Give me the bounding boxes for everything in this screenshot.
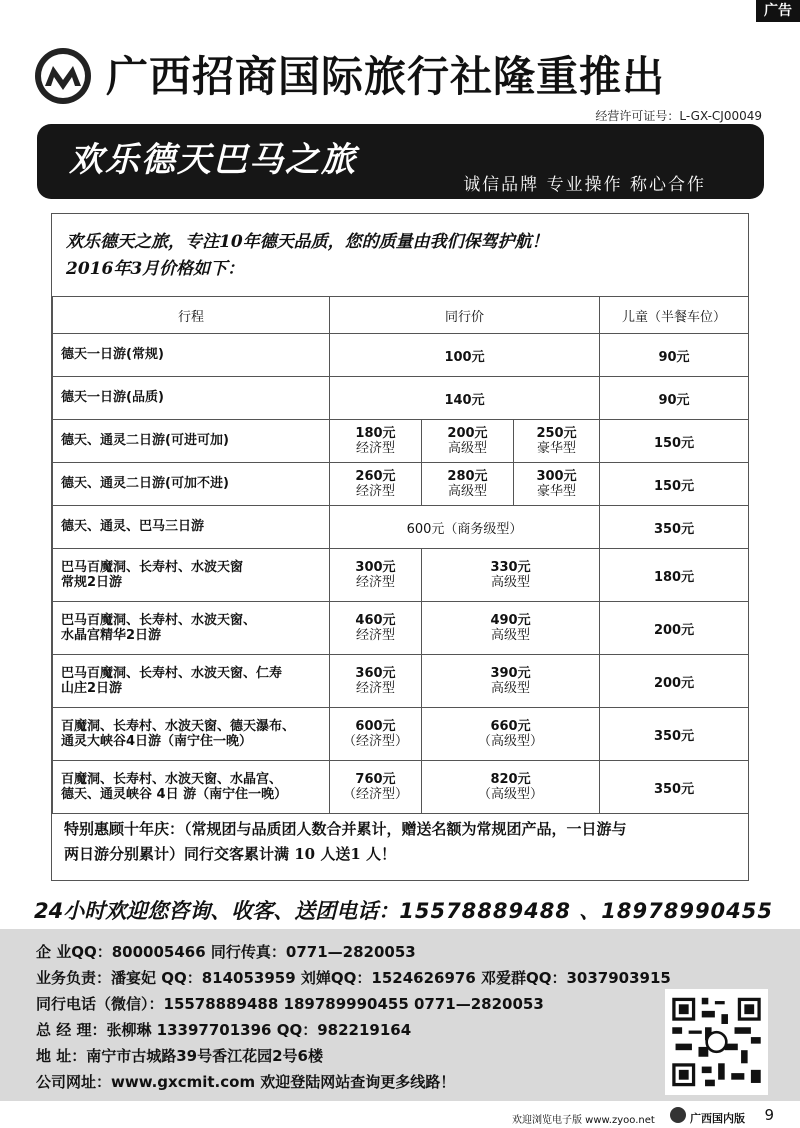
header-route: 行程 bbox=[53, 297, 330, 334]
route-cell bbox=[53, 549, 330, 602]
hotline-label: 24小时欢迎您咨询、收客、送团电话： bbox=[34, 899, 400, 923]
table-row bbox=[53, 334, 749, 377]
tier-cell bbox=[330, 655, 422, 708]
tier-type: 高级型 bbox=[491, 575, 531, 590]
tier-price: 260元 bbox=[355, 469, 396, 484]
qr-code-icon bbox=[665, 989, 768, 1095]
tier-cell bbox=[422, 463, 514, 506]
child-price-cell: 350元 bbox=[600, 761, 749, 814]
tier-type: 高级型 bbox=[491, 628, 531, 643]
child-price-cell: 180元 bbox=[600, 549, 749, 602]
intro-line-2: 2016年3月价格如下： bbox=[66, 259, 245, 279]
contact-qq: 企 业QQ：800005466 同行传真：0771—2820053 bbox=[36, 943, 416, 961]
table-row bbox=[53, 761, 749, 814]
route-line-1: 巴马百魔洞、长寿村、水波天窗 bbox=[61, 560, 244, 575]
route-line-2: 通灵大峡谷4日游（南宁住一晚） bbox=[61, 734, 253, 749]
route-line-1: 巴马百魔洞、长寿村、水波天窗、仁寿 bbox=[61, 666, 283, 681]
tier-type: 高级型 bbox=[491, 681, 531, 696]
tier-cell bbox=[422, 420, 514, 463]
price-panel bbox=[51, 213, 749, 881]
route-line-1: 百魔洞、长寿村、水波天窗、德天瀑布、 bbox=[61, 719, 296, 734]
tier-price: 200元 bbox=[447, 426, 488, 441]
tier-price: 820元 bbox=[490, 772, 531, 787]
route-cell: 德天、通灵二日游(可进可加) bbox=[53, 420, 330, 463]
special-offer-line-2: 两日游分别累计）同行交客累计满 10 人送1 人！ bbox=[64, 845, 396, 863]
contact-manager: 总 经 理：张柳琳 13397701396 QQ：982219164 bbox=[36, 1021, 412, 1039]
table-row bbox=[53, 506, 749, 549]
tier-type: 经济型 bbox=[355, 628, 395, 643]
tier-type: 经济型 bbox=[355, 681, 395, 696]
route-cell bbox=[53, 761, 330, 814]
contact-wechat: 同行电话（微信）：15578889488 189789990455 0771—2820053 bbox=[36, 995, 544, 1013]
route-cell: 德天、通灵二日游(可加不进) bbox=[53, 463, 330, 506]
route-line-2: 德天、通灵峡谷 4日 游（南宁住一晚） bbox=[61, 787, 288, 802]
tier-price: 490元 bbox=[490, 613, 531, 628]
footer-site: 欢迎浏览电子版 www.zyoo.net bbox=[512, 1115, 655, 1126]
tier-cell bbox=[330, 708, 422, 761]
ad-tag: 广告 bbox=[756, 0, 800, 22]
tier-cell bbox=[514, 463, 600, 506]
header-peer-price: 同行价 bbox=[330, 297, 600, 334]
table-row bbox=[53, 549, 749, 602]
tier-price: 360元 bbox=[355, 666, 396, 681]
tier-price: 760元 bbox=[355, 772, 396, 787]
headline: 广西招商国际旅行社隆重推出 bbox=[106, 52, 666, 101]
tier-type: 豪华型 bbox=[537, 441, 577, 456]
child-price-cell: 150元 bbox=[600, 463, 749, 506]
banner-title: 欢乐德天巴马之旅 bbox=[69, 140, 357, 180]
child-price-cell: 90元 bbox=[600, 334, 749, 377]
child-price-cell: 90元 bbox=[600, 377, 749, 420]
contact-address: 地 址：南宁市古城路39号香江花园2号6楼 bbox=[36, 1047, 323, 1065]
route-line-2: 山庄2日游 bbox=[61, 681, 123, 696]
tier-type: 豪华型 bbox=[537, 484, 577, 499]
route-cell: 德天一日游(品质) bbox=[53, 377, 330, 420]
table-row bbox=[53, 655, 749, 708]
price-table bbox=[52, 296, 749, 814]
tier-price: 600元 bbox=[355, 719, 396, 734]
child-price-cell: 150元 bbox=[600, 420, 749, 463]
tier-price: 280元 bbox=[447, 469, 488, 484]
child-price-cell: 350元 bbox=[600, 506, 749, 549]
tier-type: （高级型） bbox=[478, 787, 544, 802]
tier-type: （高级型） bbox=[478, 734, 544, 749]
title-banner bbox=[37, 124, 764, 199]
tier-cell bbox=[330, 420, 422, 463]
contact-panel bbox=[0, 929, 800, 1101]
price-cell: 100元 bbox=[330, 334, 600, 377]
table-row bbox=[53, 708, 749, 761]
tier-cell bbox=[422, 549, 600, 602]
tier-price: 300元 bbox=[355, 560, 396, 575]
tier-price: 660元 bbox=[490, 719, 531, 734]
price-cell: 140元 bbox=[330, 377, 600, 420]
price-cell: 600元（商务级型） bbox=[330, 506, 600, 549]
tier-type: 高级型 bbox=[447, 484, 487, 499]
tier-type: 高级型 bbox=[447, 441, 487, 456]
tier-type: 经济型 bbox=[355, 575, 395, 590]
route-line-1: 百魔洞、长寿村、水波天窗、水晶宫、 bbox=[61, 772, 283, 787]
publication-badge-icon bbox=[670, 1107, 686, 1123]
contact-staff: 业务负责：潘宴妃 QQ：814053959 刘婵QQ：1524626976 邓爱群QQ：3037903915 bbox=[36, 969, 671, 987]
tier-price: 250元 bbox=[536, 426, 577, 441]
intro-text bbox=[66, 229, 736, 283]
hotline bbox=[34, 895, 773, 925]
child-price-cell: 200元 bbox=[600, 602, 749, 655]
tier-cell bbox=[422, 602, 600, 655]
route-cell: 德天、通灵、巴马三日游 bbox=[53, 506, 330, 549]
header-child: 儿童（半餐车位） bbox=[600, 297, 749, 334]
tier-type: （经济型） bbox=[342, 787, 408, 802]
tier-price: 460元 bbox=[355, 613, 396, 628]
tier-price: 180元 bbox=[355, 426, 396, 441]
tier-cell bbox=[422, 761, 600, 814]
table-row bbox=[53, 602, 749, 655]
tier-cell bbox=[330, 761, 422, 814]
table-row bbox=[53, 377, 749, 420]
tier-price: 330元 bbox=[490, 560, 531, 575]
child-price-cell: 200元 bbox=[600, 655, 749, 708]
intro-line-1: 欢乐德天之旅，专注10年德天品质，您的质量由我们保驾护航！ bbox=[66, 232, 549, 252]
page-number: 9 bbox=[764, 1106, 774, 1124]
tier-cell bbox=[330, 463, 422, 506]
banner-slogan: 诚信品牌 专业操作 称心合作 bbox=[463, 175, 706, 195]
tier-cell bbox=[422, 708, 600, 761]
route-cell: 德天一日游(常规) bbox=[53, 334, 330, 377]
tier-type: 经济型 bbox=[355, 484, 395, 499]
contact-website: 公司网址：www.gxcmit.com 欢迎登陆网站查询更多线路！ bbox=[36, 1073, 456, 1091]
table-header-row bbox=[53, 297, 749, 334]
table-row bbox=[53, 420, 749, 463]
tier-cell bbox=[422, 655, 600, 708]
tier-type: （经济型） bbox=[342, 734, 408, 749]
route-line-1: 巴马百魔洞、长寿村、水波天窗、 bbox=[61, 613, 257, 628]
tier-type: 经济型 bbox=[355, 441, 395, 456]
route-cell bbox=[53, 602, 330, 655]
hotline-phones: 15578889488 、18978990455 bbox=[399, 899, 774, 923]
tier-price: 390元 bbox=[490, 666, 531, 681]
route-cell bbox=[53, 655, 330, 708]
route-cell bbox=[53, 708, 330, 761]
route-line-2: 水晶宫精华2日游 bbox=[61, 628, 162, 643]
special-offer-line-1: 特别惠顾十年庆：（常规团与品质团人数合并累计，赠送名额为常规团产品，一日游与 bbox=[64, 820, 627, 838]
special-offer bbox=[64, 817, 740, 867]
table-row bbox=[53, 463, 749, 506]
tier-cell bbox=[330, 602, 422, 655]
tier-cell bbox=[514, 420, 600, 463]
tier-price: 300元 bbox=[536, 469, 577, 484]
company-logo-icon bbox=[33, 46, 93, 106]
tier-cell bbox=[330, 549, 422, 602]
route-line-2: 常规2日游 bbox=[61, 575, 123, 590]
footer bbox=[0, 1102, 800, 1128]
footer-edition: 广西国内版 bbox=[690, 1112, 745, 1125]
child-price-cell: 350元 bbox=[600, 708, 749, 761]
license-number: 经营许可证号：L-GX-CJ00049 bbox=[595, 109, 762, 123]
